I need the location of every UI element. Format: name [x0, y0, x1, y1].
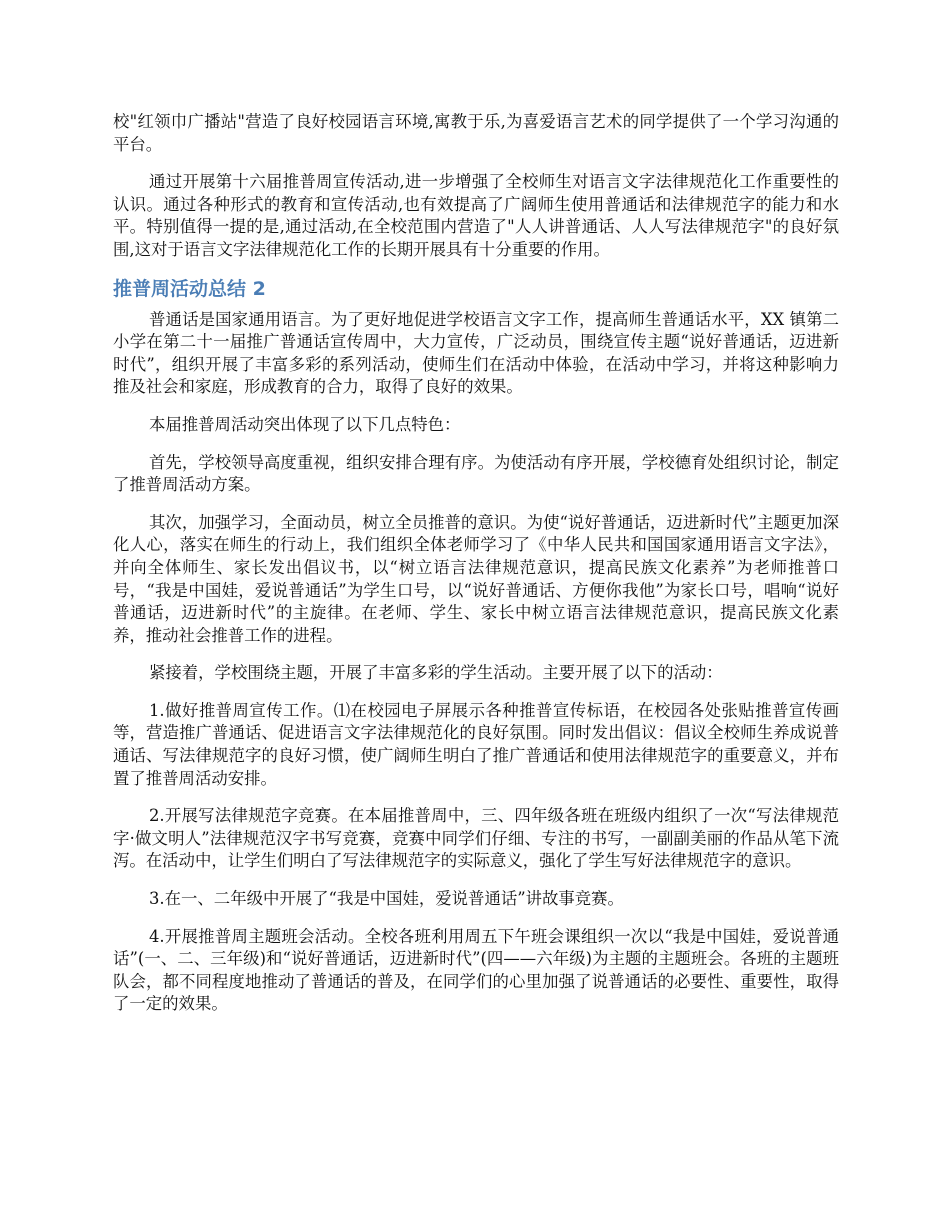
section-title: 推普周活动总结 2 [113, 277, 266, 300]
paragraph: 其次，加强学习，全面动员，树立全员推普的意识。为使“说好普通话，迈进新时代”主题更加深化人心，落实在师生的行动上，我们组织全体老师学习了《中华人民共和国国家通用语言文字法》，并向全体师生、家长发出倡议书，以“树立语言法律规范意识，提高民族文化素养”为老师推普口号，“我是中国娃，爱说普通话”为学生口号，以“说好普通话、方便你我他”为家长口号，唱响“说好普通话，迈进新时代”的主旋律。在老师、学生、家长中树立语言法律规范意识，提高民族文化素养，推动社会推普工作的进程。 [113, 512, 839, 645]
paragraph: 紧接着，学校围绕主题，开展了丰富多彩的学生活动。主要开展了以下的活动： [149, 663, 723, 683]
paragraph: 2.开展写法律规范字竞赛。在本届推普周中，三、四年级各班在班级内组织了一次“写法律规范字·做文明人”法律规范汉字书写竞赛，竞赛中同学们仔细、专注的书写，一副副美丽的作品从笔下流泻。在活动中，让学生们明白了写法律规范字的实际意义，强化了学生写好法律规范字的意识。 [113, 806, 839, 871]
paragraph: 通过开展第十六届推普周宣传活动,进一步增强了全校师生对语言文字法律规范化工作重要性的认识。通过各种形式的教育和宣传活动,也有效提高了广阔师生使用普通话和法律规范字的能力和水平。特别值得一提的是,通过活动,在全校范围内营造了"人人讲普通话、人人写法律规范字"的良好氛围,这对于语言文字法律规范化工作的长期开展具有十分重要的作用。 [113, 172, 839, 259]
paragraph: 首先，学校领导高度重视，组织安排合理有序。为使活动有序开展，学校德育处组织讨论，制定了推普周活动方案。 [113, 452, 839, 495]
paragraph: 普通话是国家通用语言。为了更好地促进学校语言文字工作，提高师生普通话水平，XX 镇第二小学在第二十一届推广普通话宣传周中，大力宣传，广泛动员，围绕宣传主题“说好普通话，迈进新时代”，组织开展了丰富多彩的系列活动，使师生们在活动中体验，在活动中学习，并将这种影响力推及社会和家庭，形成教育的合力，取得了良好的效果。 [113, 309, 839, 397]
paragraph: 本届推普周活动突出体现了以下几点特色： [149, 414, 461, 434]
paragraph: 校"红领巾广播站"营造了良好校园语言环境,寓教于乐,为喜爱语言艺术的同学提供了一个学习沟通的平台。 [113, 112, 839, 154]
paragraph: 3.在一、二年级中开展了“我是中国娃，爱说普通话”讲故事竞赛。 [149, 889, 624, 909]
paragraph: 1.做好推普周宣传工作。⑴在校园电子屏展示各种推普宣传标语，在校园各处张贴推普宣传画等，营造推广普通话、促进语言文字法律规范化的良好氛围。同时发出倡议：倡议全校师生养成说普通话、写法律规范字的良好习惯，使广阔师生明白了推广普通话和使用法律规范字的重要意义，并布置了推普周活动安排。 [113, 700, 839, 788]
paragraph: 4.开展推普周主题班会活动。全校各班利用周五下午班会课组织一次以“我是中国娃，爱说普通话”(一、二、三年级)和“说好普通话，迈进新时代”(四——六年级)为主题的主题班会。各班的主题班队会，都不同程度地推动了普通话的普及，在同学们的心里加强了说普通话的必要性、重要性，取得了一定的效果。 [113, 926, 839, 1014]
document-page [113, 111, 839, 1031]
